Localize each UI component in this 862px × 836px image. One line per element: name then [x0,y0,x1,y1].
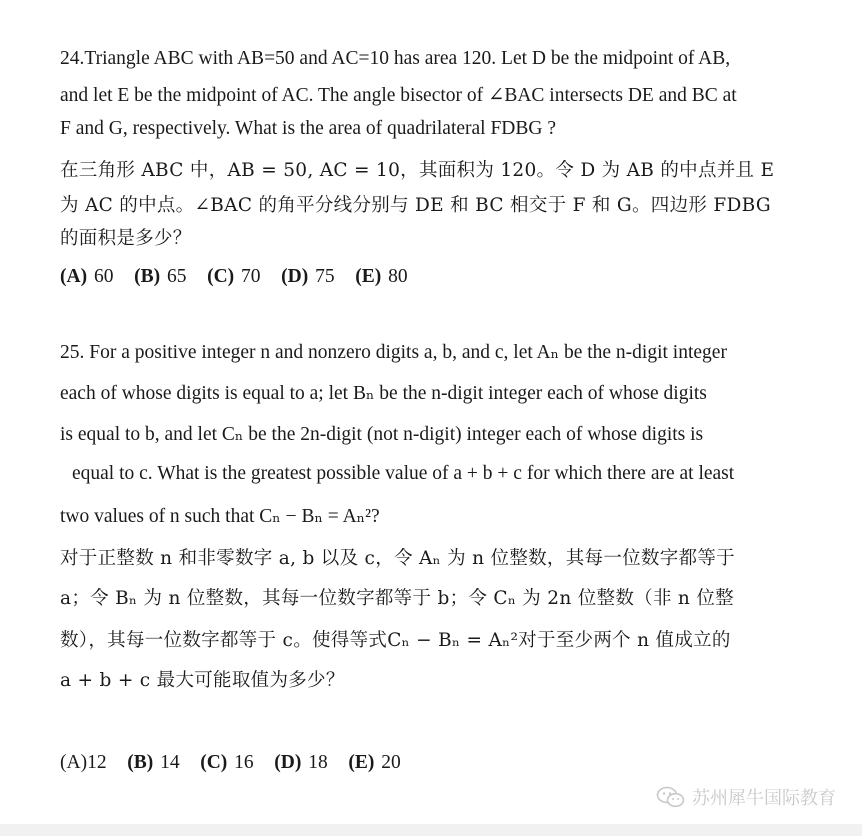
q24-option-a-label: (A) [60,266,88,287]
q24-option-c-label: (C) [207,266,235,287]
q25-option-d-value: 18 [308,752,328,773]
q25-chinese-line-3: 数），其每一位数字都等于 c。使得等式Cₙ − Bₙ = Aₙ²对于至少两个 n 值成立的 [60,630,731,651]
q24-chinese-line-1: 在三角形 ABC 中，AB = 50, AC = 10，其面积为 120。令 D 为 AB 的中点并且 E [60,160,775,181]
q24-english-line-3: F and G, respectively. What is the area of quadrilateral FDBG ? [60,118,557,139]
q25-option-a-value: 12 [87,752,107,773]
q24-option-b-value: 65 [166,266,187,287]
watermark-text: 苏州犀牛国际教育 [692,788,836,809]
q25-option-a-label: (A) [60,752,88,773]
watermark [656,784,836,810]
q24-chinese-line-2: 为 AC 的中点。∠BAC 的角平分线分别与 DE 和 BC 相交于 F 和 G。四边形 FDBG [60,195,771,216]
q25-option-d-label: (D) [274,752,302,773]
q24-chinese-line-3: 的面积是多少？ [60,228,192,249]
q25-chinese-line-1: 对于正整数 n 和非零数字 a, b 以及 c，令 Aₙ 为 n 位整数，其每一位数字都等于 [60,548,735,569]
q25-english-line-5: two values of n such that Cₙ − Bₙ = Aₙ²? [60,506,380,527]
q25-chinese-line-2: a；令 Bₙ 为 n 位整数，其每一位数字都等于 b；令 Cₙ 为 2n 位整数（非 n 位整 [60,588,734,609]
q24-english-line-1: 24.Triangle ABC with AB=50 and AC=10 has area 120. Let D be the midpoint of AB, [60,48,731,69]
q25-option-e-label: (E) [348,752,375,773]
q24-english-line-2: and let E be the midpoint of AC. The angle bisector of ∠BAC intersects DE and BC at [60,85,737,106]
q25-chinese-line-4: a + b + c 最大可能取值为多少？ [60,670,345,691]
q24-option-e-label: (E) [355,266,382,287]
q25-english-line-1: 25. For a positive integer n and nonzero digits a, b, and c, let Aₙ be the n-digit integer [60,342,727,363]
page-bottom-edge [0,824,862,836]
q24-answer-options [60,266,408,288]
q24-option-c-value: 70 [241,266,261,287]
q25-english-line-2: each of whose digits is equal to a; let Bₙ be the n-digit integer each of whose digits [60,383,707,404]
wechat-icon [656,785,686,809]
q24-option-d-value: 75 [315,266,335,287]
q24-option-b-label: (B) [134,266,161,287]
q25-option-c-value: 16 [234,752,254,773]
q25-answer-options [60,752,401,774]
q25-option-e-value: 20 [381,752,401,773]
q25-option-b-value: 14 [160,752,180,773]
q24-option-e-value: 80 [388,266,408,287]
q25-english-line-4: equal to c. What is the greatest possible value of a + b + c for which there are at least [72,463,735,484]
q24-option-d-label: (D) [281,266,309,287]
q25-option-c-label: (C) [200,752,228,773]
q24-option-a-value: 60 [93,266,114,287]
q25-option-b-label: (B) [127,752,154,773]
q25-english-line-3: is equal to b, and let Cₙ be the 2n-digit (not n-digit) integer each of whose digits is [60,424,704,445]
